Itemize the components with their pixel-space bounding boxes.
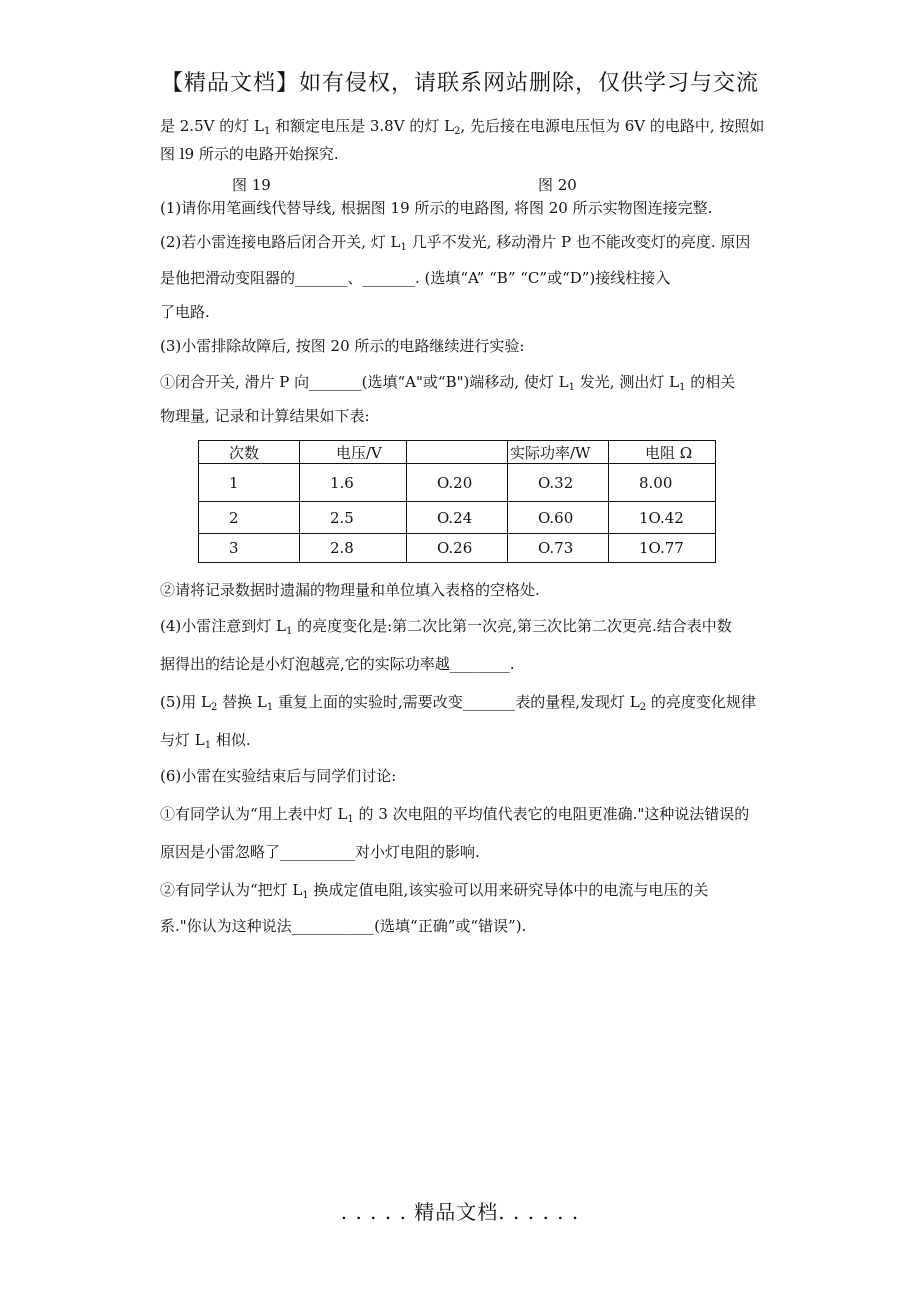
table-cell: O.24	[407, 502, 508, 534]
table-header-cell: 电压/V	[300, 441, 407, 464]
question-2-line-1: (2)若小雷连接电路后闭合开关, 灯 $L_1$ 几乎不发光, 移动滑片 P 也不能改变灯的亮度. 原因	[160, 233, 751, 253]
table-header-cell: 实际功率/W	[508, 441, 609, 464]
figure-captions	[160, 174, 800, 194]
question-3-step-2: ②请将记录数据时遗漏的物理量和单位填入表格的空格处.	[160, 581, 540, 599]
figure-20-caption: 图 20	[538, 176, 577, 194]
figure-19-caption: 图 19	[232, 176, 271, 194]
question-3-title: (3)小雷排除故障后, 按图 20 所示的电路继续进行实验:	[160, 337, 525, 355]
intro-line-1: 是 2.5V 的灯 $L_1$ 和额定电压是 3.8V 的灯 $L_2$, 先后接在电源电压恒为 6V 的电路中, 按照如	[160, 117, 765, 137]
table-header-blank-cell	[407, 441, 508, 464]
question-6-part-1-line-1: ①有同学认为“用上表中灯 $L_1$ 的 3 次电阻的平均值代表它的电阻更准确."这种说法错误的	[160, 805, 750, 825]
data-table	[198, 440, 716, 563]
table-cell: 8.00	[609, 464, 716, 502]
table-cell: 1	[199, 464, 300, 502]
table-cell: 1.6	[300, 464, 407, 502]
intro-line-2: 图 l9 所示的电路开始探究.	[160, 145, 339, 163]
table-cell: 2.8	[300, 534, 407, 563]
table-cell: O.32	[508, 464, 609, 502]
page-header-watermark: 【精品文档】如有侵权，请联系网站删除，仅供学习与交流	[160, 71, 759, 96]
question-6-title: (6)小雷在实验结束后与同学们讨论:	[160, 767, 397, 785]
table-cell: O.20	[407, 464, 508, 502]
table-cell: 2.5	[300, 502, 407, 534]
table-row	[199, 464, 716, 502]
table-cell: 1O.77	[609, 534, 716, 563]
table-cell: 3	[199, 534, 300, 563]
question-2-line-2: 是他把滑动变阻器的_______、_______. (选填“A” “B” “C”或“D”)接线柱接入	[160, 269, 671, 287]
question-5-line-1: (5)用 $L_2$ 替换 $L_1$ 重复上面的实验时,需要改变_______表的量程,发现灯 $L_2$ 的亮度变化规律	[160, 693, 756, 713]
table-header-row	[199, 441, 716, 464]
question-4-line-1: (4)小雷注意到灯 $L_1$ 的亮度变化是:第二次比第一次亮,第三次比第二次更亮.结合表中数	[160, 617, 732, 637]
question-6-part-1-line-2: 原因是小雷忽略了__________对小灯电阻的影响.	[160, 843, 480, 861]
question-2-line-3: 了电路.	[160, 303, 210, 321]
table-cell: 2	[199, 502, 300, 534]
table-cell: 1O.42	[609, 502, 716, 534]
question-1: (1)请你用笔画线代替导线, 根据图 19 所示的电路图, 将图 20 所示实物图连接完整.	[160, 199, 713, 217]
table-row	[199, 502, 716, 534]
question-6-part-2-line-2: 系."你认为这种说法___________(选填“正确”或“错误”).	[160, 917, 527, 935]
question-3-step-1-cont: 物理量, 记录和计算结果如下表:	[160, 407, 370, 425]
table-cell: O.73	[508, 534, 609, 563]
question-3-step-1: ①闭合开关, 滑片 P 向_______(选填“A"或“B")端移动, 使灯 $L_1$ 发光, 测出灯 $L_1$ 的相关	[160, 373, 736, 393]
page-footer-watermark: . . . . . 精品文档. . . . . .	[340, 1200, 580, 1224]
question-5-line-2: 与灯 $L_1$ 相似.	[160, 731, 251, 751]
table-row	[199, 534, 716, 563]
question-4-line-2: 据得出的结论是小灯泡越亮,它的实际功率越________.	[160, 655, 515, 673]
table-cell: O.60	[508, 502, 609, 534]
table-cell: O.26	[407, 534, 508, 563]
table-header-cell: 次数	[199, 441, 300, 464]
question-6-part-2-line-1: ②有同学认为“把灯 $L_1$ 换成定值电阻,该实验可以用来研究导体中的电流与电压的关	[160, 881, 709, 901]
table-header-cell: 电阻 Ω	[609, 441, 716, 464]
